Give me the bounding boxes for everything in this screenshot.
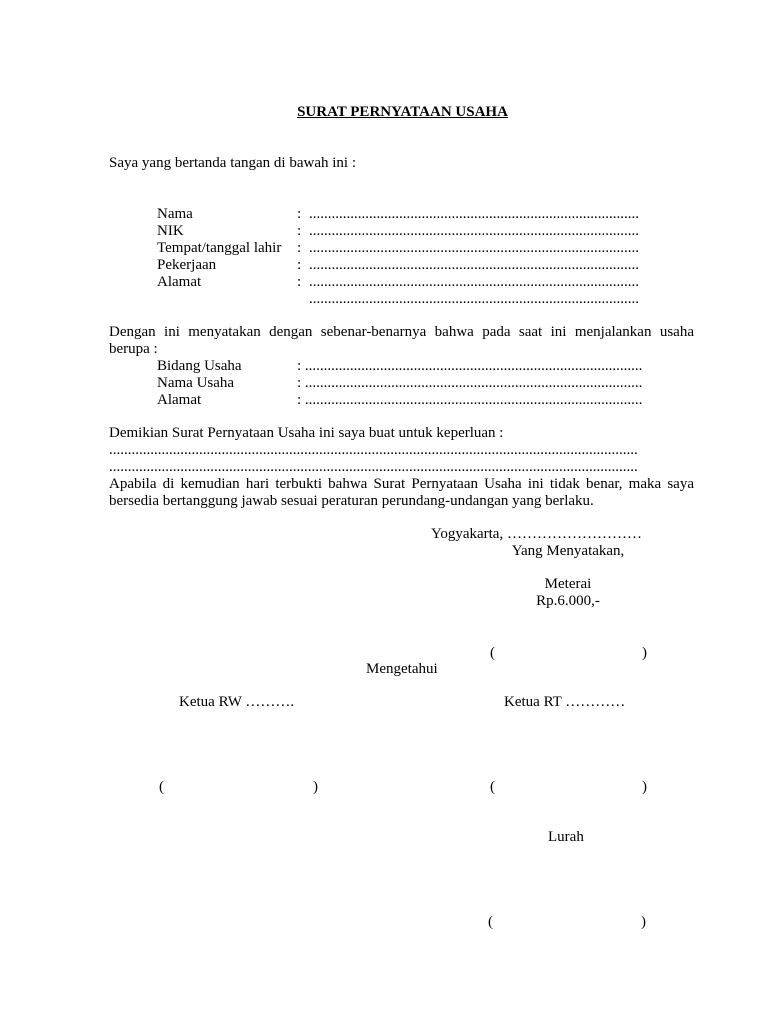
field-label-pekerjaan: Pekerjaan <box>157 257 217 273</box>
field-value-alamat-2: ........................................................................................ <box>309 291 639 307</box>
rw-sign-close-paren: ) <box>313 779 318 795</box>
lurah-sign-open-paren: ( <box>488 914 493 930</box>
statement-line-1: Dengan ini menyatakan dengan sebenar-benarnya bahwa pada saat ini menjalankan usaha <box>109 324 694 340</box>
business-value-alamat: : .......................................................................................... <box>297 392 643 408</box>
document-title: SURAT PERNYATAAN USAHA <box>297 104 508 120</box>
purpose-line: Demikian Surat Pernyataan Usaha ini saya buat untuk keperluan : <box>109 425 504 441</box>
field-label-nama: Nama <box>157 206 193 222</box>
field-label-ttl: Tempat/tanggal lahir <box>157 240 282 256</box>
stamp-label: Meterai <box>544 576 592 592</box>
purpose-dots-1: ............................................................................................................................................. <box>109 442 638 458</box>
business-label-bidang: Bidang Usaha <box>157 358 242 374</box>
intro-text: Saya yang bertanda tangan di bawah ini : <box>109 155 357 171</box>
place-date: Yogyakarta, ……………………… <box>431 526 642 542</box>
purpose-dots-2: ............................................................................................................................................. <box>109 459 638 475</box>
lurah-sign-close-paren: ) <box>641 914 646 930</box>
field-colon: : <box>297 223 302 239</box>
field-colon: : <box>297 206 302 222</box>
field-colon: : <box>297 257 302 273</box>
field-value-alamat: ........................................................................................ <box>309 274 639 290</box>
lurah-label: Lurah <box>548 829 584 845</box>
closing-line-1: Apabila di kemudian hari terbukti bahwa Surat Pernyataan Usaha ini tidak benar, maka saya <box>109 476 694 492</box>
declarant-label: Yang Menyatakan, <box>511 543 625 559</box>
rt-sign-open-paren: ( <box>490 779 495 795</box>
business-label-alamat: Alamat <box>157 392 202 408</box>
field-value-ttl: ........................................................................................ <box>309 240 639 256</box>
business-value-bidang: : .......................................................................................... <box>297 358 643 374</box>
field-value-pekerjaan: ........................................................................................ <box>309 257 639 273</box>
field-colon: : <box>297 240 302 256</box>
business-value-nama: : .......................................................................................... <box>297 375 643 391</box>
field-colon: : <box>297 274 302 290</box>
field-value-nik: ........................................................................................ <box>309 223 639 239</box>
field-label-nik: NIK <box>157 223 184 239</box>
business-label-nama: Nama Usaha <box>157 375 235 391</box>
declarant-sign-open-paren: ( <box>490 645 495 661</box>
closing-line-2: bersedia bertanggung jawab sesuai peraturan perundang-undangan yang berlaku. <box>109 493 594 509</box>
rt-label: Ketua RT ………… <box>504 694 626 710</box>
field-label-alamat: Alamat <box>157 274 202 290</box>
stamp-amount: Rp.6.000,- <box>536 593 600 609</box>
rw-sign-open-paren: ( <box>159 779 164 795</box>
field-value-nama: ........................................................................................ <box>309 206 639 222</box>
rw-label: Ketua RW ………. <box>179 694 295 710</box>
acknowledge-label: Mengetahui <box>366 661 438 677</box>
rt-sign-close-paren: ) <box>642 779 647 795</box>
statement-line-2: berupa : <box>109 341 158 357</box>
declarant-sign-close-paren: ) <box>642 645 647 661</box>
